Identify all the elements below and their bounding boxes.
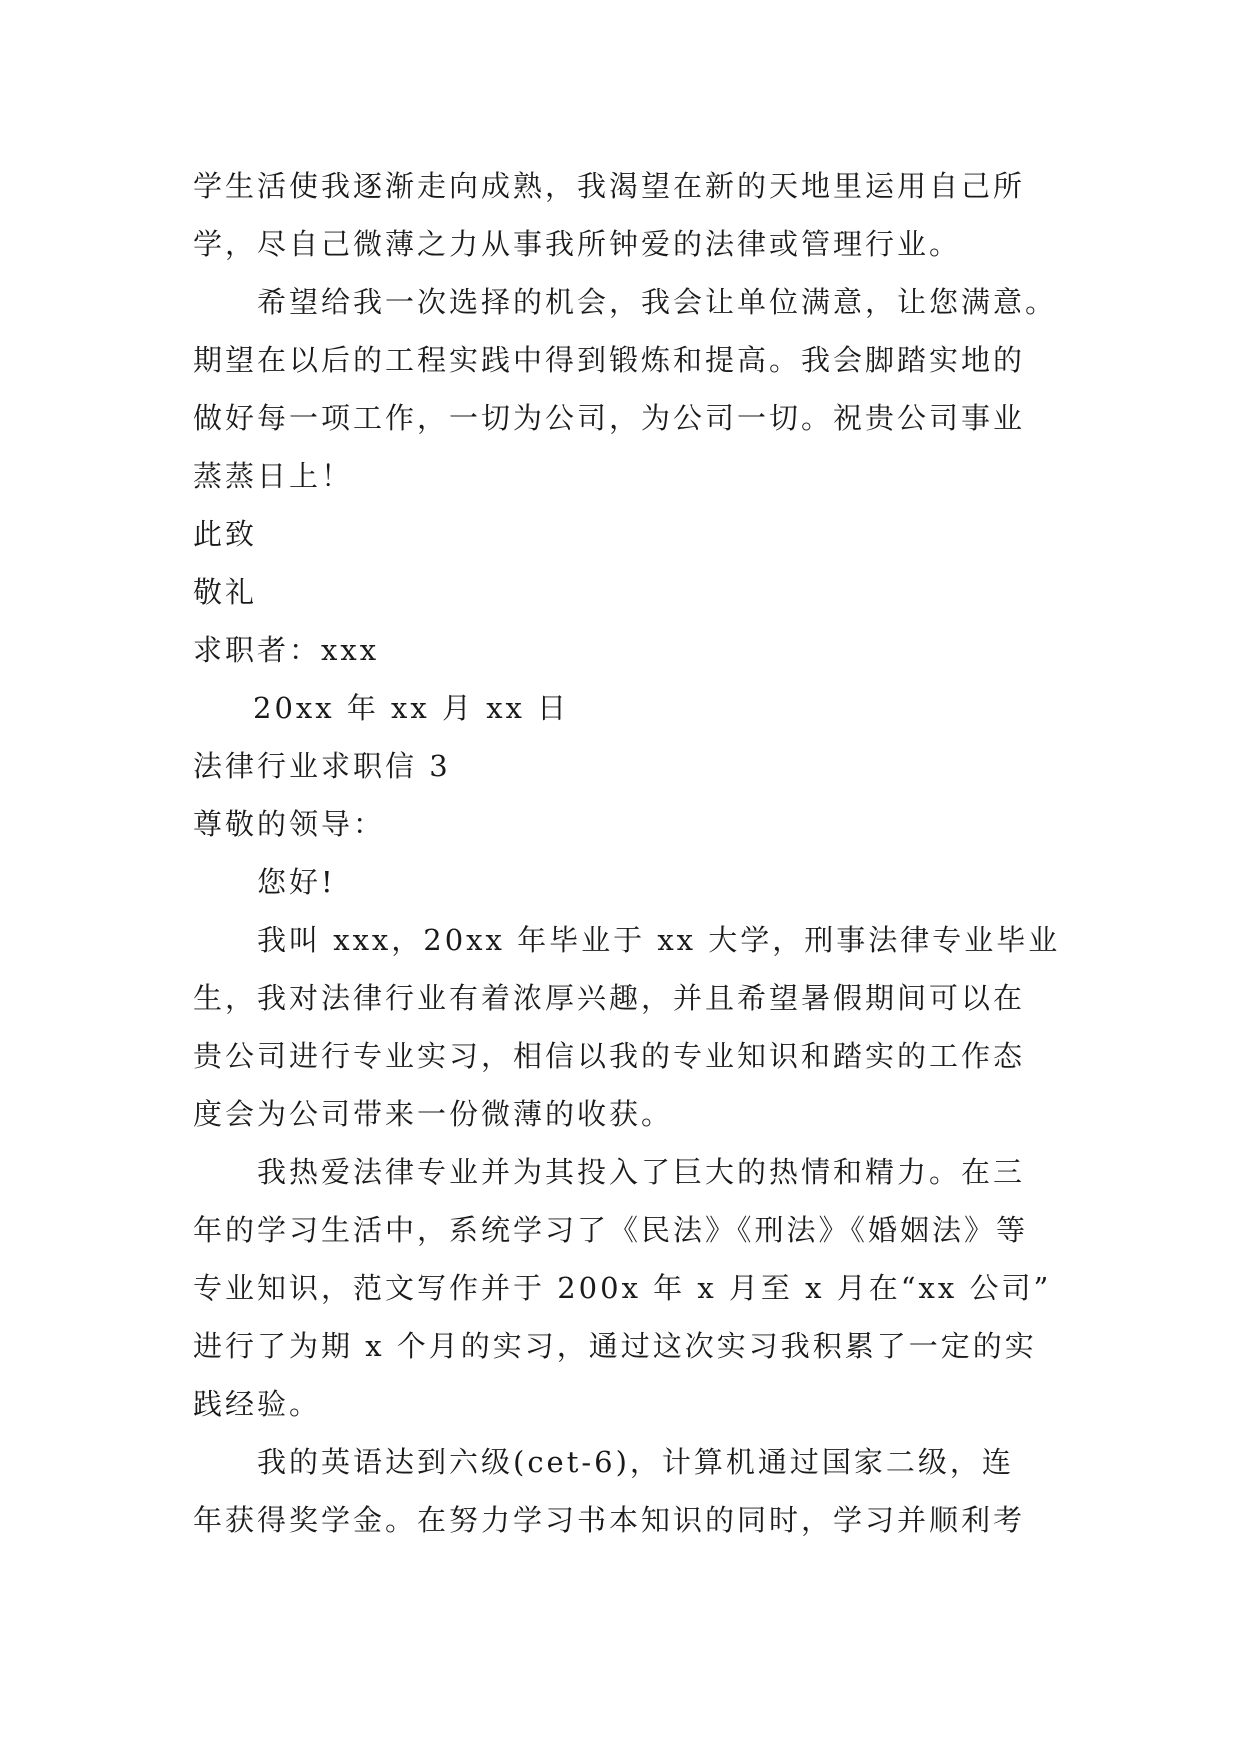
text-line: 学生活使我逐渐走向成熟，我渴望在新的天地里运用自己所	[193, 169, 1026, 203]
text-line: 年的学习生活中，系统学习了《民法》《刑法》《婚姻法》等	[193, 1213, 1029, 1247]
salutation: 尊敬的领导：	[193, 807, 386, 841]
document-body	[193, 157, 1061, 1549]
closing-regards: 敬礼	[193, 575, 258, 609]
text-line: 期望在以后的工程实践中得到锻炼和提高。我会脚踏实地的	[193, 343, 1026, 377]
text-line: 我的英语达到六级(cet-6)，计算机通过国家二级，连	[257, 1445, 1014, 1479]
text-line: 我叫 xxx，20xx 年毕业于 xx 大学，刑事法律专业毕业	[257, 923, 1061, 957]
section-title: 法律行业求职信 3	[193, 749, 451, 783]
text-line: 践经验。	[193, 1387, 322, 1421]
applicant-signature: 求职者：xxx	[193, 633, 380, 667]
text-line: 年获得奖学金。在努力学习书本知识的同时，学习并顺利考	[193, 1503, 1026, 1537]
text-line: 生，我对法律行业有着浓厚兴趣，并且希望暑假期间可以在	[193, 981, 1026, 1015]
letter-date: 20xx 年 xx 月 xx 日	[253, 691, 570, 725]
text-line: 希望给我一次选择的机会，我会让单位满意，让您满意。	[257, 285, 1058, 319]
text-line: 专业知识，范文写作并于 200x 年 x 月至 x 月在“xx 公司”	[193, 1271, 1052, 1305]
text-line: 做好每一项工作，一切为公司，为公司一切。祝贵公司事业	[193, 401, 1026, 435]
text-line: 学，尽自己微薄之力从事我所钟爱的法律或管理行业。	[193, 227, 962, 261]
text-line: 进行了为期 x 个月的实习，通过这次实习我积累了一定的实	[193, 1329, 1037, 1363]
text-line: 我热爱法律专业并为其投入了巨大的热情和精力。在三	[257, 1155, 1026, 1189]
text-line: 蒸蒸日上！	[193, 459, 354, 493]
text-line: 度会为公司带来一份微薄的收获。	[193, 1097, 674, 1131]
closing-salutation: 此致	[193, 517, 258, 551]
greeting: 您好!	[257, 865, 336, 899]
text-line: 贵公司进行专业实习，相信以我的专业知识和踏实的工作态	[193, 1039, 1026, 1073]
